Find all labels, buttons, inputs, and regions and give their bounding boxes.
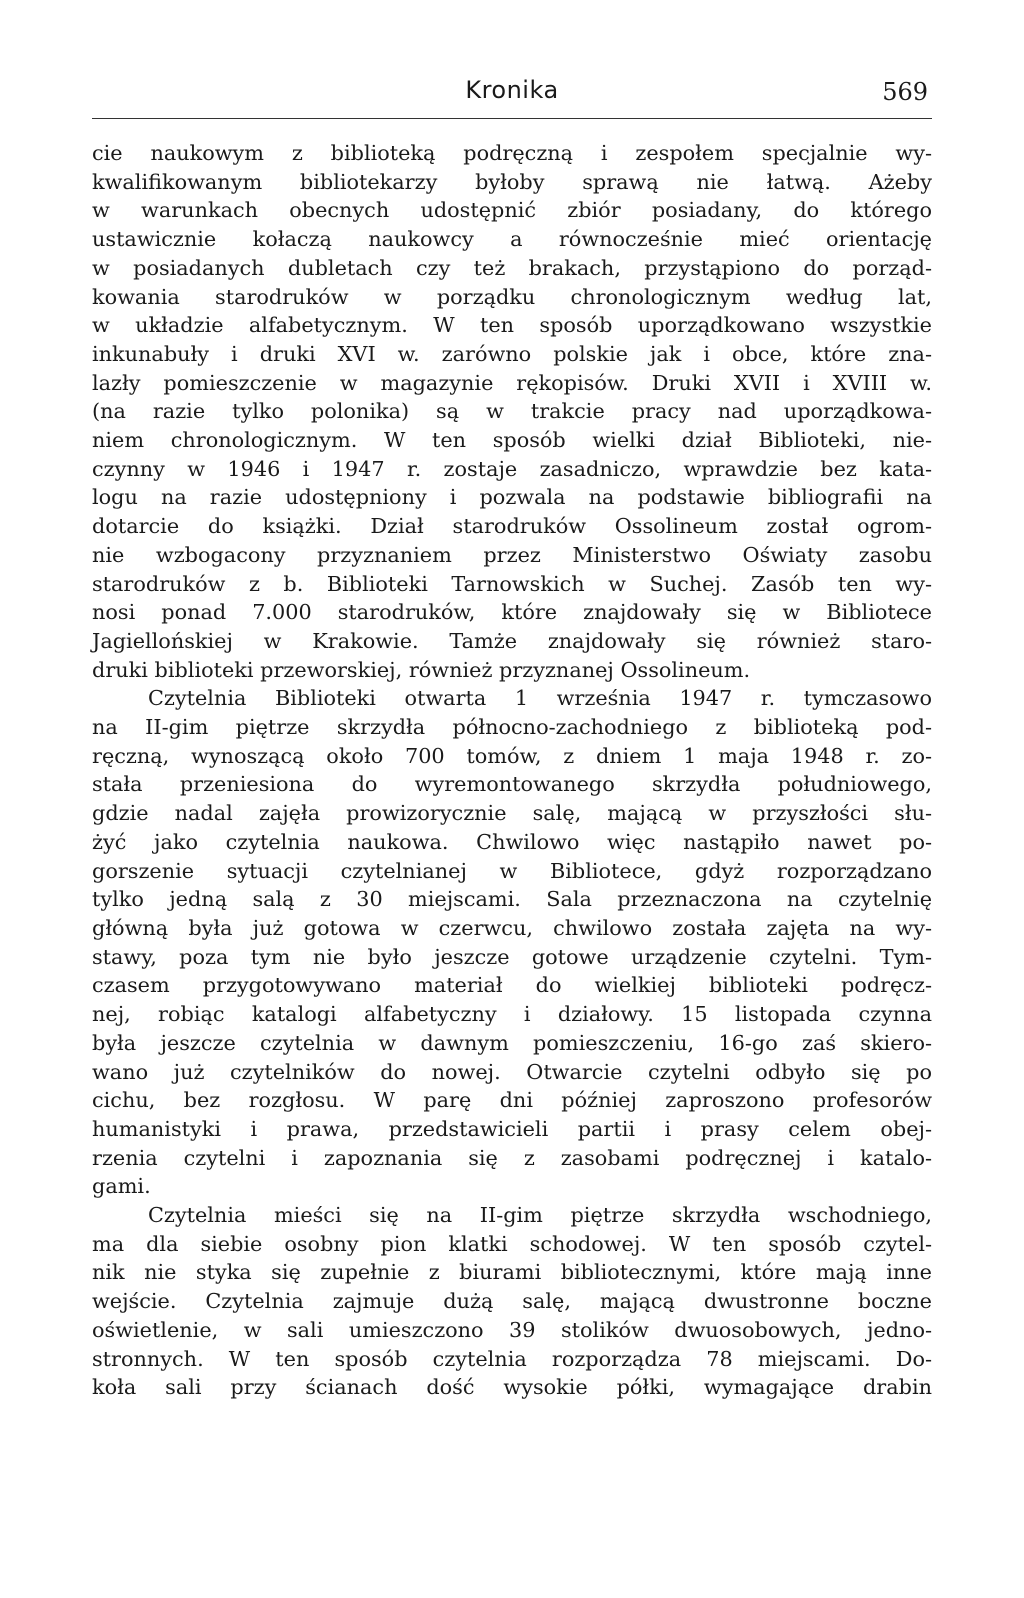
running-title: Kronika <box>465 76 559 104</box>
text-line: kwalifikowanym bibliotekarzy byłoby sprawą nie łatwą. Ażeby <box>92 169 932 194</box>
text-line: w posiadanych dubletach czy też brakach, przystąpiono do porząd- <box>92 255 932 280</box>
text-line: nik nie styka się zupełnie z biurami bibliotecznymi, które mają inne <box>92 1260 932 1285</box>
text-line: żyć jako czytelnia naukowa. Chwilowo więc nastąpiło nawet po- <box>92 829 932 854</box>
text-line: logu na razie udostępniony i pozwala na podstawie bibliografii na <box>92 485 932 510</box>
paragraph <box>92 1201 932 1402</box>
text-line: w warunkach obecnych udostępnić zbiór posiadany, do którego <box>92 198 932 223</box>
text-line: stała przeniesiona do wyremontowanego skrzydła południowego, <box>92 772 932 797</box>
running-head <box>92 72 932 110</box>
text-line: wano już czytelników do nowej. Otwarcie czytelni odbyło się po <box>92 1059 932 1084</box>
text-line: nie wzbogacony przyznaniem przez Ministerstwo Oświaty zasobu <box>92 542 932 567</box>
text-line: wejście. Czytelnia zajmuje dużą salę, mającą dwustronne boczne <box>92 1289 932 1314</box>
paragraph <box>92 139 932 684</box>
text-line: Czytelnia Biblioteki otwarta 1 września 1947 r. tymczasowo <box>148 686 932 711</box>
text-line: tylko jedną salą z 30 miejscami. Sala przeznaczona na czytelnię <box>92 887 932 912</box>
text-line: gorszenie sytuacji czytelnianej w Bibliotece, gdyż rozporządzano <box>92 858 932 883</box>
text-line: rzenia czytelni i zapoznania się z zasobami podręcznej i katalo- <box>92 1145 932 1170</box>
text-line: inkunabuły i druki XVI w. zarówno polskie jak i obce, które zna- <box>92 341 932 366</box>
text-line: lazły pomieszczenie w magazynie rękopisów. Druki XVII i XVIII w. <box>92 370 932 395</box>
text-line: niem chronologicznym. W ten sposób wielki dział Biblioteki, nie- <box>92 428 932 453</box>
text-line: kowania starodruków w porządku chronologicznym według lat, <box>92 284 932 309</box>
text-line: stronnych. W ten sposób czytelnia rozporządza 78 miejscami. Do- <box>92 1346 932 1371</box>
text-line: ma dla siebie osobny pion klatki schodowej. W ten sposób czytel- <box>92 1231 932 1256</box>
text-line: stawy, poza tym nie było jeszcze gotowe urządzenie czytelni. Tym- <box>92 944 932 969</box>
text-line: była jeszcze czytelnia w dawnym pomieszczeniu, 16-go zaś skiero- <box>92 1030 932 1055</box>
text-line: nosi ponad 7.000 starodruków, które znajdowały się w Bibliotece <box>92 600 932 625</box>
body-text <box>92 139 932 1402</box>
text-line: ręczną, wynoszącą około 700 tomów, z dniem 1 maja 1948 r. zo- <box>92 743 932 768</box>
text-line: cichu, bez rozgłosu. W parę dni później zaproszono profesorów <box>92 1088 932 1113</box>
text-line: oświetlenie, w sali umieszczono 39 stolików dwuosobowych, jedno- <box>92 1317 932 1342</box>
page <box>92 72 932 1402</box>
text-line: dotarcie do książki. Dział starodruków Ossolineum został ogrom- <box>92 514 932 539</box>
text-line: gdzie nadal zajęła prowizorycznie salę, mającą w przyszłości słu- <box>92 801 932 826</box>
text-line: koła sali przy ścianach dość wysokie półki, wymagające drabin <box>92 1375 932 1400</box>
text-line: Jagiellońskiej w Krakowie. Tamże znajdowały się również staro- <box>92 628 932 653</box>
header-rule <box>92 118 932 119</box>
text-line: czasem przygotowywano materiał do wielkiej biblioteki podręcz- <box>92 973 932 998</box>
text-line: główną była już gotowa w czerwcu, chwilowo została zajęta na wy- <box>92 915 932 940</box>
text-line: w układzie alfabetycznym. W ten sposób uporządkowano wszystkie <box>92 313 932 338</box>
text-line: druki biblioteki przeworskiej, również przyznanej Ossolineum. <box>92 657 751 682</box>
paragraph <box>92 684 932 1201</box>
text-line: nej, robiąc katalogi alfabetyczny i działowy. 15 listopada czynna <box>92 1002 932 1027</box>
text-line: starodruków z b. Biblioteki Tarnowskich w Suchej. Zasób ten wy- <box>92 571 932 596</box>
text-line: humanistyki i prawa, przedstawicieli partii i prasy celem obej- <box>92 1116 932 1141</box>
page-number: 569 <box>882 78 928 106</box>
text-line: Czytelnia mieści się na II-gim piętrze skrzydła wschodniego, <box>148 1203 932 1228</box>
text-line: (na razie tylko polonika) są w trakcie pracy nad uporządkowa- <box>92 399 932 424</box>
text-line: na II-gim piętrze skrzydła północno-zachodniego z biblioteką pod- <box>92 715 932 740</box>
text-line: czynny w 1946 i 1947 r. zostaje zasadniczo, wprawdzie bez kata- <box>92 456 932 481</box>
text-line: cie naukowym z biblioteką podręczną i zespołem specjalnie wy- <box>92 141 932 165</box>
text-line: gami. <box>92 1174 151 1199</box>
text-line: ustawicznie kołaczą naukowcy a równocześnie mieć orientację <box>92 227 932 252</box>
